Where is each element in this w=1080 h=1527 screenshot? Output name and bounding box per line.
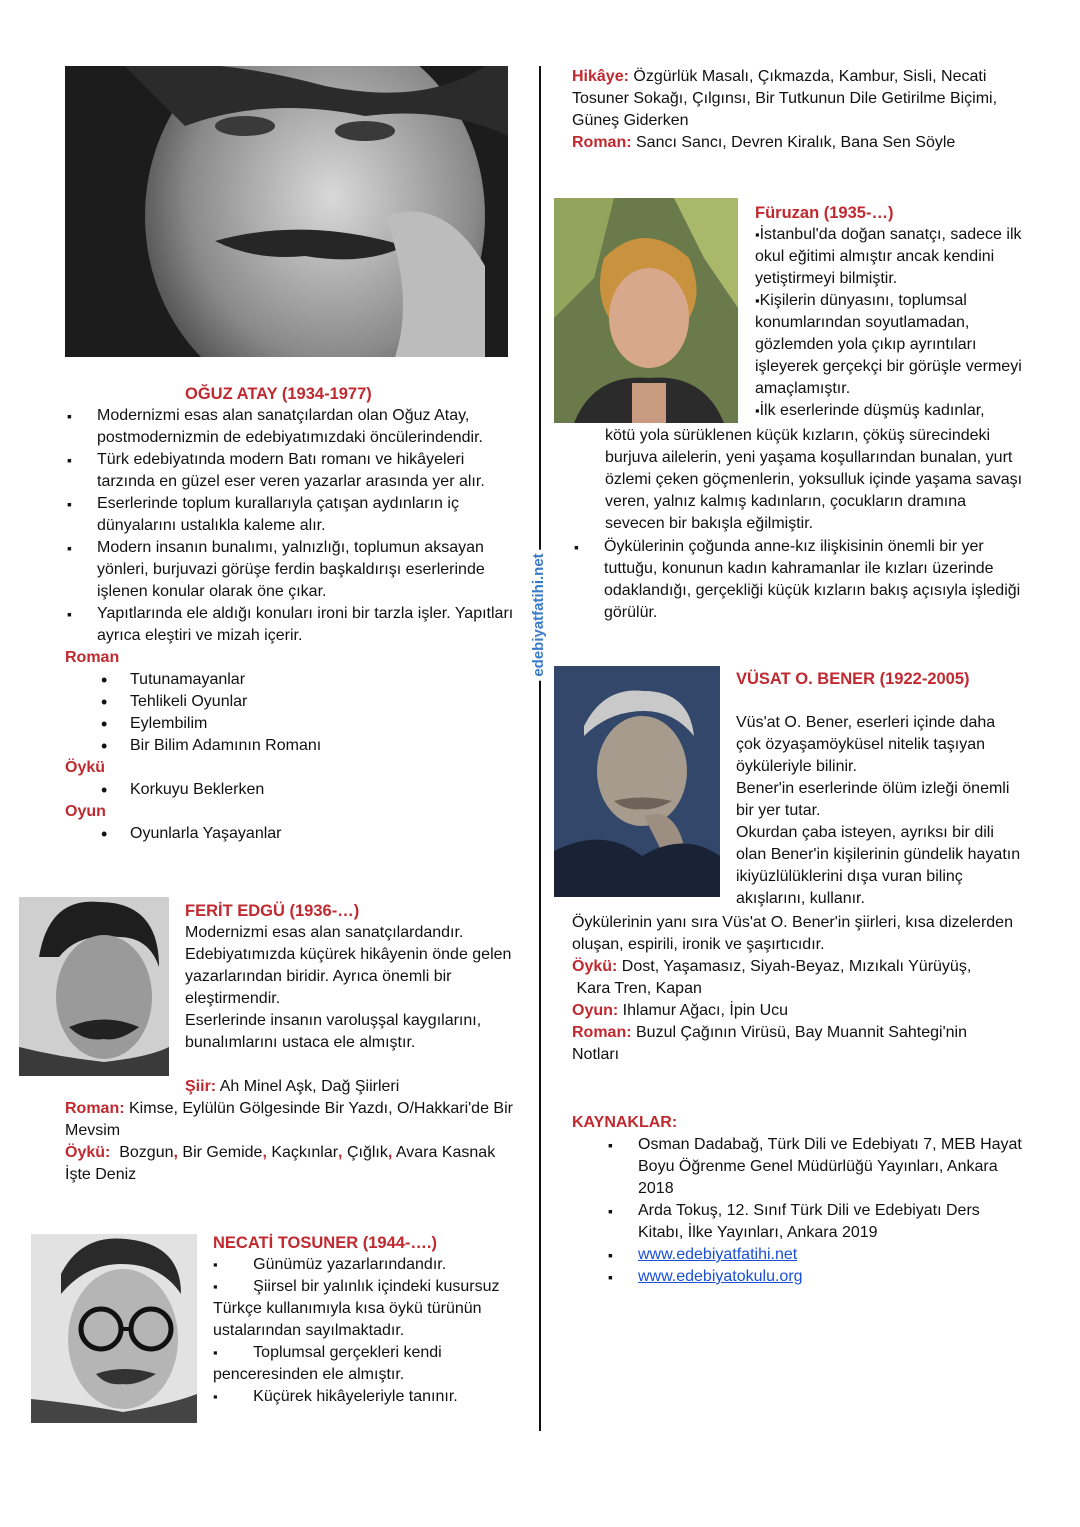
atay-roman-item: • Tehlikeli Oyunlar	[65, 691, 525, 713]
tosuner-hikaye	[572, 66, 1022, 132]
atay-oyun-label: Oyun	[65, 803, 106, 820]
bener-roman-label: Roman:	[572, 1024, 632, 1041]
bener-roman	[572, 1022, 992, 1066]
edgu-oyku-item: Avara Kasnak İşte Deniz	[65, 1144, 496, 1183]
bener-title: VÜSAT O. BENER (1922-2005)	[736, 670, 970, 688]
tosuner-bullet: ▪ Şiirsel bir yalınlık içindeki kusursuz Türkçe kullanımıyla kısa öykü türünün ustalarından sayılmaktadır.	[213, 1278, 500, 1339]
bener-oyku-text: Kara Tren, Kapan	[576, 980, 702, 997]
furuzan-bullet-text: Kişilerin dünyasını, toplumsal konumlarından soyutlamadan, gözlemden yola çıkıp ayrıntıları işleyerek gerçekçi bir görüşle vermeyi amaçlamıştır.	[755, 292, 1022, 397]
edgu-comma: ,	[338, 1144, 343, 1161]
furuzan-bullet-text: İlk eserlerinde düşmüş kadınlar,	[759, 402, 985, 419]
furuzan-bullet: ▪İlk eserlerinde düşmüş kadınlar,	[755, 402, 985, 419]
bener-paragraph: Öykülerinin yanı sıra Vüs'at O. Bener'in şiirleri, kısa dizelerden oluşan, espirili, ironik ve şaşırtıcıdır.	[572, 914, 1013, 953]
kaynak-item: ▪ Arda Tokuş, 12. Sınıf Türk Dili ve Edebiyatı Ders Kitabı, İlke Yayınları, Ankara 2019	[606, 1200, 1024, 1244]
tosuner-hikaye-label: Hikâye:	[572, 68, 629, 85]
furuzan-photo	[554, 198, 738, 423]
tosuner-bullet: ▪ Toplumsal gerçekleri kendi penceresinden ele almıştır.	[213, 1344, 442, 1383]
tosuner-roman	[572, 132, 1022, 154]
atay-bullet: ▪ Türk edebiyatında modern Batı romanı ve hikâyeleri tarzında en güzel eser veren yazarlar arasında yer alır.	[65, 449, 525, 493]
edgu-oyku-item: Kaçkınlar	[271, 1144, 339, 1161]
tosuner-bullet-text: Şiirsel bir yalınlık içindeki kusursuz Türkçe kullanımıyla kısa öykü türünün ustalarından sayılmaktadır.	[213, 1278, 500, 1339]
column-divider	[539, 66, 541, 1431]
bener-oyku-text: Dost, Yaşamasız, Siyah-Beyaz, Mızıkalı Yürüyüş,	[617, 958, 972, 975]
edgu-title: FERİT EDGÜ (1936-…)	[185, 902, 360, 920]
oguz-atay-photo	[65, 66, 508, 357]
bener-paragraph: Vüs'at O. Bener, eserleri içinde daha çok özyaşamöyküsel nitelik taşıyan öyküleriyle bilinir.	[736, 714, 996, 775]
bener-oyun-label: Oyun:	[572, 1002, 619, 1019]
tosuner-title: NECATİ TOSUNER (1944-….)	[213, 1234, 438, 1252]
tosuner-bullet: ▪ Günümüz yazarlarındandır.	[213, 1256, 447, 1273]
bener-oyku	[572, 956, 1024, 978]
tosuner-bullet-text: Günümüz yazarlarındandır.	[253, 1256, 447, 1273]
edgu-oyku	[65, 1142, 515, 1186]
kaynaklar-title: KAYNAKLAR:	[572, 1114, 678, 1131]
edgu-roman-text: Kimse, Eylülün Gölgesinde Bir Yazdı, O/Hakkari'de Bir Mevsim	[65, 1100, 513, 1139]
atay-bullet: ▪ Modern insanın bunalımı, yalnızlığı, toplumun aksayan yönleri, burjuvazi görüşe ferdin başkaldırışı eserlerinde işlenen konular olarak öne çıkar.	[65, 537, 525, 603]
atay-bullet: ▪ Modernizmi esas alan sanatçılardan olan Oğuz Atay, postmodernizmin de edebiyatımızdaki öncülerindendir.	[65, 405, 525, 449]
atay-title: OĞUZ ATAY (1934-1977)	[185, 385, 372, 403]
bener-paragraph: Okurdan çaba isteyen, ayrıksı bir dili olan Bener'in kişilerinin gündelik hayatın ikiyüzlülüklerini dışa vuran bilinç akışlarını, kullanır.	[736, 824, 1021, 907]
edgu-siir-label: Şiir:	[185, 1078, 217, 1095]
edgu-roman-label: Roman:	[65, 1100, 125, 1117]
atay-roman-item: • Eylembilim	[65, 713, 525, 735]
furuzan-bullet: ▪ Öykülerinin çoğunda anne-kız ilişkisinin önemli bir yer tuttuğu, konunun kadın kahramanlar ile kızları üzerinde odaklandığı, gerçekliği küçük kızların bakış açısıyla işlediği görülür.	[572, 536, 1023, 624]
furuzan-bullet: ▪Kişilerin dünyasını, toplumsal konumlarından soyutlamadan, gözlemden yola çıkıp ayrıntıları işleyerek gerçekçi bir görüşle vermeyi amaçlamıştır.	[755, 292, 1022, 397]
furuzan-title: Füruzan (1935-…)	[755, 204, 894, 222]
atay-oyku-label: Öykü	[65, 759, 106, 776]
tosuner-roman-text: Sancı Sancı, Devren Kiralık, Bana Sen Söyle	[631, 134, 956, 151]
edgu-oyku-item: Çığlık	[346, 1144, 388, 1161]
tosuner-bullet-text: Küçürek hikâyeleriyle tanınır.	[253, 1388, 458, 1405]
bener-oyku-cont	[572, 978, 1024, 1000]
tosuner-roman-label: Roman:	[572, 134, 632, 151]
bener-paragraph: Bener'in eserlerinde ölüm izleği önemli bir yer tutar.	[736, 780, 1010, 819]
edgu-comma: ,	[173, 1144, 178, 1161]
vusat-bener-photo	[554, 666, 720, 897]
atay-bullets	[65, 405, 525, 845]
atay-roman-item: • Bir Bilim Adamının Romanı	[65, 735, 525, 757]
edgu-paragraph: Modernizmi esas alan sanatçılardandır. Edebiyatımızda küçürek hikâyenin önde gelen yazarlarından biridir. Ayrıca önemli bir eleştirmendir.	[185, 924, 512, 1007]
furuzan-bullet: ▪İstanbul'da doğan sanatçı, sadece ilk okul eğitimi almıştır ancak kendini yetiştirmeyi bilmiştir.	[755, 226, 1022, 287]
atay-bullet: ▪ Yapıtlarında ele aldığı konuları ironi bir tarzla işler. Yapıtları ayrıca eleştiri ve mizah içerir.	[65, 603, 525, 647]
atay-roman-item: • Tutunamayanlar	[65, 669, 525, 691]
furuzan-bullet-cont: kötü yola sürüklenen küçük kızların, çöküş sürecindeki burjuva ailelerin, yeni yaşama koşullarından bunalan, yurt özlemi çeken göçmenlerin, yoksulluk içinde yaşama savaşı veren, yalnız kalmış kadınların, çocukların dramına sevecen bir bakışla eğilmiştir.	[605, 427, 1023, 532]
edgu-paragraph: Eserlerinde insanın varoluşşal kaygılarını, bunalımlarını ustaca ele almıştır.	[185, 1012, 482, 1051]
kaynak-link-edebiyatokulu[interactable]: www.edebiyatokulu.org	[638, 1268, 803, 1285]
bener-oyun-text: Ihlamur Ağacı, İpin Ucu	[618, 1002, 789, 1019]
ferit-edgu-photo	[19, 897, 169, 1076]
watermark-text: edebiyatfatihi.net	[528, 549, 550, 680]
kaynak-link-edebiyatfatihi[interactable]: www.edebiyatfatihi.net	[638, 1246, 798, 1263]
bener-oyun	[572, 1000, 1024, 1022]
kaynak-link-item	[606, 1266, 1024, 1288]
tosuner-bullet-text: Toplumsal gerçekleri kendi penceresinden ele almıştır.	[213, 1344, 442, 1383]
tosuner-hikaye-text: Özgürlük Masalı, Çıkmazda, Kambur, Sisli, Necati Tosuner Sokağı, Çılgınsı, Bir Tutkunun Dile Getirilme Biçimi, Güneş Giderken	[572, 68, 998, 129]
edgu-oyku-item: Bozgun	[119, 1144, 174, 1161]
bener-roman-text: Buzul Çağının Virüsü, Bay Muannit Sahtegi'nin Notları	[572, 1024, 967, 1063]
edgu-siir	[185, 1076, 515, 1098]
atay-oyku-item: • Korkuyu Beklerken	[65, 779, 525, 801]
edgu-comma: ,	[387, 1144, 393, 1161]
edgu-oyku-label: Öykü:	[65, 1144, 111, 1161]
atay-roman-label: Roman	[65, 649, 120, 666]
edgu-oyku-item: Bir Gemide	[182, 1144, 263, 1161]
kaynak-item: ▪ Osman Dadabağ, Türk Dili ve Edebiyatı 7, MEB Hayat Boyu Öğrenme Genel Müdürlüğü Yayınları, Ankara 2018	[606, 1134, 1024, 1200]
bener-oyku-label: Öykü:	[572, 958, 618, 975]
atay-oyun-item: • Oyunlarla Yaşayanlar	[65, 823, 525, 845]
edgu-siir-text: Ah Minel Aşk, Dağ Şiirleri	[216, 1078, 400, 1095]
furuzan-bullet-text: İstanbul'da doğan sanatçı, sadece ilk okul eğitimi almıştır ancak kendini yetiştirmeyi bilmiştir.	[755, 226, 1022, 287]
kaynak-link-item	[606, 1244, 1024, 1266]
watermark	[519, 540, 559, 690]
tosuner-bullet: ▪ Küçürek hikâyeleriyle tanınır.	[213, 1388, 458, 1405]
atay-bullet: ▪ Eserlerinde toplum kurallarıyla çatışan aydınların iç dünyalarını ustalıkla kaleme alır.	[65, 493, 525, 537]
necati-tosuner-photo	[31, 1234, 197, 1423]
edgu-comma: ,	[262, 1144, 267, 1161]
edgu-roman	[65, 1098, 515, 1142]
